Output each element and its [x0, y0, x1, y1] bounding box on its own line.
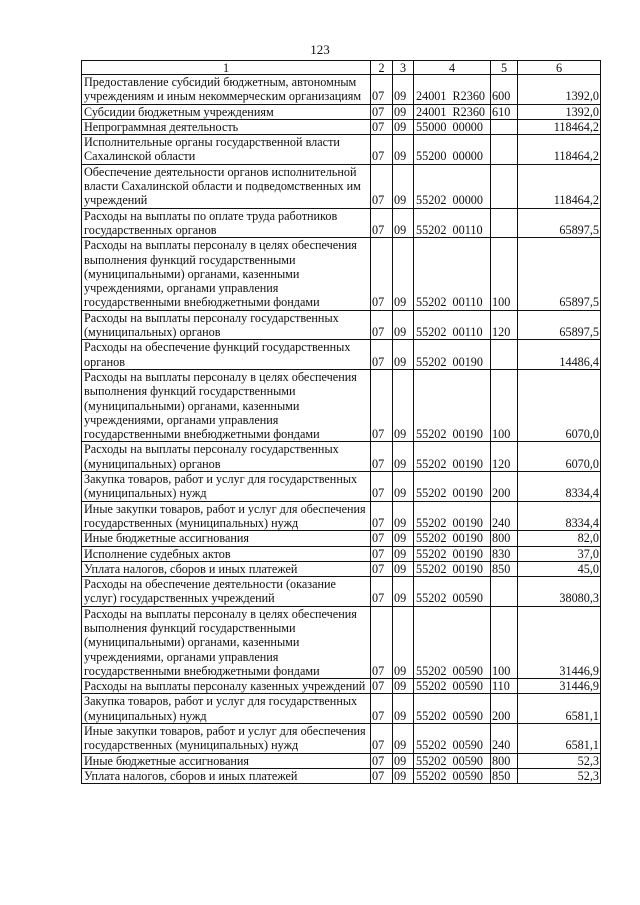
subsection-cell: 09	[393, 679, 414, 694]
section-cell: 07	[371, 164, 393, 208]
amount-cell: 38080,3	[518, 577, 601, 607]
expense-type-cell: 850	[491, 768, 518, 783]
subsection-cell: 09	[393, 724, 414, 754]
table-row	[82, 310, 601, 340]
target-article-cell: 55200 00000	[414, 135, 491, 165]
row-name-cell: Расходы на выплаты по оплате труда работников государственных органов	[82, 208, 371, 238]
amount-cell: 31446,9	[518, 606, 601, 678]
section-cell: 07	[371, 753, 393, 768]
table-row	[82, 340, 601, 370]
amount-cell: 37,0	[518, 546, 601, 561]
table-row	[82, 238, 601, 310]
expense-type-cell: 600	[491, 75, 518, 105]
target-article-cell: 55202 00590	[414, 679, 491, 694]
row-name-cell: Исполнение судебных актов	[82, 546, 371, 561]
expense-type-cell: 240	[491, 501, 518, 531]
amount-cell: 1392,0	[518, 75, 601, 105]
row-name-cell: Расходы на выплаты персоналу государственных (муниципальных) органов	[82, 442, 371, 472]
expense-type-cell	[491, 135, 518, 165]
row-name-cell: Иные бюджетные ассигнования	[82, 531, 371, 546]
subsection-cell: 09	[393, 531, 414, 546]
target-article-cell: 24001 R2360	[414, 75, 491, 105]
amount-cell: 52,3	[518, 768, 601, 783]
amount-cell: 8334,4	[518, 501, 601, 531]
table-row	[82, 531, 601, 546]
subsection-cell: 09	[393, 208, 414, 238]
subsection-cell: 09	[393, 104, 414, 119]
section-cell: 07	[371, 546, 393, 561]
header-row	[82, 61, 601, 75]
expense-type-cell: 610	[491, 104, 518, 119]
target-article-cell: 55202 00590	[414, 606, 491, 678]
expense-type-cell: 100	[491, 606, 518, 678]
row-name-cell: Субсидии бюджетным учреждениям	[82, 104, 371, 119]
amount-cell: 65897,5	[518, 310, 601, 340]
amount-cell: 45,0	[518, 561, 601, 576]
amount-cell: 6581,1	[518, 694, 601, 724]
expense-type-cell: 830	[491, 546, 518, 561]
section-cell: 07	[371, 561, 393, 576]
subsection-cell: 09	[393, 135, 414, 165]
amount-cell: 65897,5	[518, 238, 601, 310]
target-article-cell: 55202 00190	[414, 561, 491, 576]
section-cell: 07	[371, 606, 393, 678]
row-name-cell: Уплата налогов, сборов и иных платежей	[82, 561, 371, 576]
subsection-cell: 09	[393, 768, 414, 783]
subsection-cell: 09	[393, 606, 414, 678]
row-name-cell: Расходы на обеспечение деятельности (оказание услуг) государственных учреждений	[82, 577, 371, 607]
target-article-cell: 55202 00590	[414, 694, 491, 724]
amount-cell: 1392,0	[518, 104, 601, 119]
row-name-cell: Исполнительные органы государственной власти Сахалинской области	[82, 135, 371, 165]
table-row	[82, 753, 601, 768]
amount-cell: 118464,2	[518, 119, 601, 134]
target-article-cell: 55202 00190	[414, 531, 491, 546]
row-name-cell: Закупка товаров, работ и услуг для государственных (муниципальных) нужд	[82, 472, 371, 502]
target-article-cell: 55202 00190	[414, 472, 491, 502]
table-row	[82, 679, 601, 694]
expense-type-cell	[491, 340, 518, 370]
header-cell: 1	[82, 61, 371, 75]
section-cell: 07	[371, 531, 393, 546]
section-cell: 07	[371, 369, 393, 441]
row-name-cell: Уплата налогов, сборов и иных платежей	[82, 768, 371, 783]
table-row	[82, 606, 601, 678]
section-cell: 07	[371, 238, 393, 310]
table-row	[82, 724, 601, 754]
subsection-cell: 09	[393, 442, 414, 472]
table-row	[82, 208, 601, 238]
section-cell: 07	[371, 724, 393, 754]
table-row	[82, 442, 601, 472]
section-cell: 07	[371, 135, 393, 165]
section-cell: 07	[371, 310, 393, 340]
subsection-cell: 09	[393, 369, 414, 441]
row-name-cell: Обеспечение деятельности органов исполнительной власти Сахалинской области и подведомственных им учреждений	[82, 164, 371, 208]
subsection-cell: 09	[393, 75, 414, 105]
section-cell: 07	[371, 768, 393, 783]
target-article-cell: 55202 00590	[414, 768, 491, 783]
table-row	[82, 561, 601, 576]
target-article-cell: 55202 00190	[414, 369, 491, 441]
amount-cell: 6581,1	[518, 724, 601, 754]
target-article-cell: 55202 00110	[414, 310, 491, 340]
table-row	[82, 694, 601, 724]
page-number: 123	[310, 42, 330, 57]
target-article-cell: 55202 00190	[414, 546, 491, 561]
section-cell: 07	[371, 472, 393, 502]
subsection-cell: 09	[393, 501, 414, 531]
target-article-cell: 55202 00590	[414, 753, 491, 768]
section-cell: 07	[371, 679, 393, 694]
section-cell: 07	[371, 340, 393, 370]
row-name-cell: Иные закупки товаров, работ и услуг для обеспечения государственных (муниципальных) нужд	[82, 724, 371, 754]
section-cell: 07	[371, 442, 393, 472]
amount-cell: 118464,2	[518, 135, 601, 165]
section-cell: 07	[371, 104, 393, 119]
table-row	[82, 75, 601, 105]
budget-table	[81, 60, 601, 784]
expense-type-cell: 120	[491, 442, 518, 472]
row-name-cell: Расходы на выплаты персоналу в целях обеспечения выполнения функций государственными (муниципальными) органами, казенными учреждениями, органами управления государственными внебюджетными фондами	[82, 369, 371, 441]
target-article-cell: 55202 00590	[414, 577, 491, 607]
table-row	[82, 501, 601, 531]
header-cell: 6	[518, 61, 601, 75]
target-article-cell: 55202 00110	[414, 208, 491, 238]
row-name-cell: Иные закупки товаров, работ и услуг для обеспечения государственных (муниципальных) нужд	[82, 501, 371, 531]
amount-cell: 6070,0	[518, 442, 601, 472]
section-cell: 07	[371, 577, 393, 607]
section-cell: 07	[371, 694, 393, 724]
amount-cell: 6070,0	[518, 369, 601, 441]
subsection-cell: 09	[393, 238, 414, 310]
amount-cell: 8334,4	[518, 472, 601, 502]
table-row	[82, 104, 601, 119]
amount-cell: 82,0	[518, 531, 601, 546]
subsection-cell: 09	[393, 694, 414, 724]
row-name-cell: Расходы на выплаты персоналу государственных (муниципальных) органов	[82, 310, 371, 340]
row-name-cell: Иные бюджетные ассигнования	[82, 753, 371, 768]
expense-type-cell: 800	[491, 531, 518, 546]
table-row	[82, 768, 601, 783]
amount-cell: 65897,5	[518, 208, 601, 238]
table-row	[82, 472, 601, 502]
section-cell: 07	[371, 501, 393, 531]
subsection-cell: 09	[393, 577, 414, 607]
subsection-cell: 09	[393, 119, 414, 134]
expense-type-cell: 240	[491, 724, 518, 754]
expense-type-cell	[491, 577, 518, 607]
expense-type-cell	[491, 208, 518, 238]
expense-type-cell: 100	[491, 369, 518, 441]
row-name-cell: Расходы на обеспечение функций государственных органов	[82, 340, 371, 370]
table-row	[82, 369, 601, 441]
expense-type-cell: 200	[491, 694, 518, 724]
section-cell: 07	[371, 208, 393, 238]
section-cell: 07	[371, 119, 393, 134]
subsection-cell: 09	[393, 546, 414, 561]
amount-cell: 118464,2	[518, 164, 601, 208]
expense-type-cell: 850	[491, 561, 518, 576]
row-name-cell: Расходы на выплаты персоналу в целях обеспечения выполнения функций государственными (муниципальными) органами, казенными учреждениями, органами управления государственными внебюджетными фондами	[82, 606, 371, 678]
row-name-cell: Закупка товаров, работ и услуг для государственных (муниципальных) нужд	[82, 694, 371, 724]
header-cell: 5	[491, 61, 518, 75]
target-article-cell: 55202 00190	[414, 501, 491, 531]
target-article-cell: 55000 00000	[414, 119, 491, 134]
subsection-cell: 09	[393, 310, 414, 340]
table-row	[82, 119, 601, 134]
subsection-cell: 09	[393, 561, 414, 576]
target-article-cell: 55202 00190	[414, 340, 491, 370]
subsection-cell: 09	[393, 340, 414, 370]
target-article-cell: 24001 R2360	[414, 104, 491, 119]
subsection-cell: 09	[393, 753, 414, 768]
table-row	[82, 577, 601, 607]
table-body	[82, 75, 601, 784]
header-cell: 2	[371, 61, 393, 75]
row-name-cell: Предоставление субсидий бюджетным, автономным учреждениям и иным некоммерческим организациям	[82, 75, 371, 105]
amount-cell: 31446,9	[518, 679, 601, 694]
subsection-cell: 09	[393, 164, 414, 208]
amount-cell: 52,3	[518, 753, 601, 768]
expense-type-cell: 200	[491, 472, 518, 502]
section-cell: 07	[371, 75, 393, 105]
target-article-cell: 55202 00000	[414, 164, 491, 208]
expense-type-cell: 100	[491, 238, 518, 310]
header-cell: 4	[414, 61, 491, 75]
row-name-cell: Расходы на выплаты персоналу в целях обеспечения выполнения функций государственными (муниципальными) органами, казенными учреждениями, органами управления государственными внебюджетными фондами	[82, 238, 371, 310]
expense-type-cell	[491, 164, 518, 208]
expense-type-cell: 110	[491, 679, 518, 694]
target-article-cell: 55202 00110	[414, 238, 491, 310]
target-article-cell: 55202 00590	[414, 724, 491, 754]
table-row	[82, 164, 601, 208]
header-cell: 3	[393, 61, 414, 75]
expense-type-cell	[491, 119, 518, 134]
expense-type-cell: 800	[491, 753, 518, 768]
amount-cell: 14486,4	[518, 340, 601, 370]
target-article-cell: 55202 00190	[414, 442, 491, 472]
row-name-cell: Расходы на выплаты персоналу казенных учреждений	[82, 679, 371, 694]
subsection-cell: 09	[393, 472, 414, 502]
table-row	[82, 135, 601, 165]
table-row	[82, 546, 601, 561]
row-name-cell: Непрограммная деятельность	[82, 119, 371, 134]
expense-type-cell: 120	[491, 310, 518, 340]
